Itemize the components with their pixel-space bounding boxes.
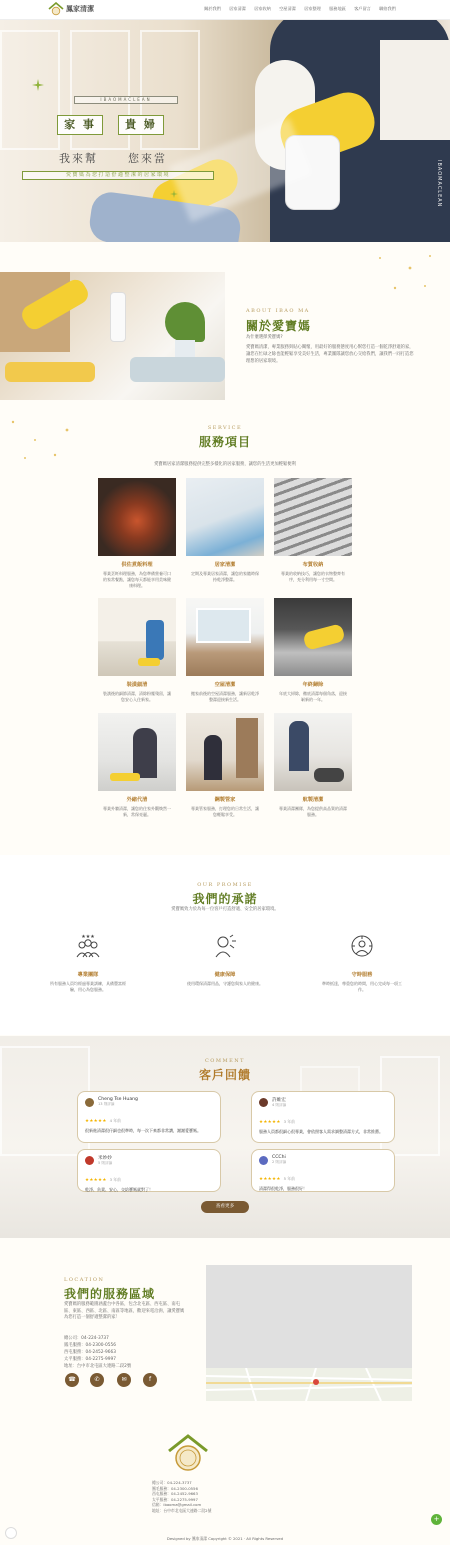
more-reviews-button[interactable]: 查看更多 [201, 1201, 249, 1213]
service-title: 年終歸除 [302, 682, 324, 688]
brand-name[interactable]: 鳳家清潔 [66, 5, 94, 13]
nav-area[interactable]: 服務地區 [329, 6, 346, 11]
services-en-label: SERVICE [207, 425, 243, 431]
location-contacts [64, 1335, 131, 1370]
team-icon [75, 933, 101, 959]
review-text: 乾淨、負責、安心，交給寶媽就對了！ [85, 1187, 153, 1192]
review-age: 4 年前 [109, 1118, 121, 1123]
review-card[interactable] [251, 1149, 395, 1192]
rating-stars: ★★★★★ [85, 1178, 107, 1183]
nav-storage[interactable]: 居家收納 [254, 6, 271, 11]
hero-pill-lady: 貴 婦 [118, 115, 164, 135]
service-title: 居家清潔 [214, 562, 236, 568]
facebook-icon[interactable]: f [143, 1373, 157, 1387]
service-desc: 定期及專業居家清潔，讓您的家隨時保持乾淨整潔。 [191, 571, 259, 582]
promise-en-label: OUR PROMISE [197, 882, 253, 888]
review-count: 13 則評論 [98, 1102, 115, 1106]
service-card[interactable] [274, 713, 352, 818]
service-card[interactable] [186, 713, 264, 818]
service-card[interactable] [98, 598, 176, 703]
review-age: 3 年前 [109, 1177, 121, 1182]
hero-vertical-text: IBAOMACLEAN [436, 160, 442, 208]
footer-line: 信箱：ibaoma@gmail.com [152, 1502, 202, 1508]
footer-line: 鳳毛服務：04-2300-0556 [152, 1485, 198, 1491]
map-streets[interactable] [206, 1368, 412, 1401]
hero-brand-bar: IBAOMACLEAN [74, 96, 178, 104]
service-title: 外縮代清 [126, 797, 148, 803]
review-count: 5 則評論 [98, 1161, 113, 1165]
contact-line: 地址：台中市北屯區大連路二段2號 [64, 1364, 132, 1369]
review-card[interactable] [77, 1149, 221, 1192]
avatar [259, 1098, 268, 1107]
service-photo [186, 713, 264, 791]
review-age: 3 年前 [283, 1119, 295, 1124]
review-text: 很新進清潔很仔細也很準時，每一次下來都非常讚，謝謝愛寶媽。 [85, 1128, 201, 1133]
contact-line: 鳳毛服務：04-2300-0556 [64, 1343, 116, 1348]
mail-icon[interactable]: ✉ [117, 1373, 131, 1387]
footer-logo-icon [166, 1433, 210, 1473]
services-title: 服務項目 [198, 435, 251, 449]
service-photo [186, 478, 264, 556]
service-photo [98, 478, 176, 556]
service-desc: 專業烹飪料理服務，為您準備營養可口的家常餐點，讓您每天都能享用美味健康料理。 [103, 571, 171, 588]
promise-item [48, 933, 128, 993]
promise-desc: 使用環保清潔用品，守護您與家人的健康。 [187, 981, 263, 986]
service-title: 供佐煮飯料理 [121, 562, 153, 568]
service-title: 空屋清潔 [214, 682, 236, 688]
footer-contacts [152, 1480, 211, 1514]
review-text: 清潔得很乾淨，服務很好！ [259, 1186, 307, 1191]
contact-line: 西屯服務：04-2452-9663 [64, 1350, 116, 1355]
hero-sub-help: 我來幫 [59, 152, 98, 165]
avatar [85, 1098, 94, 1107]
main-nav [200, 6, 400, 12]
services-intro: 愛寶媽居家清潔服務提供完整多樣化的居家服務，讓您的生活更加輕鬆便利 [154, 462, 296, 467]
service-photo [274, 478, 352, 556]
svg-text:★★★: ★★★ [81, 934, 95, 940]
comments-en-label: COMMENT [204, 1058, 246, 1064]
nav-about[interactable]: 關於我們 [204, 6, 221, 11]
service-desc: 專業清潔團隊，為您提供高品質的清潔服務。 [279, 806, 347, 817]
service-photo [274, 713, 352, 791]
hero-pill-chores: 家 事 [57, 115, 103, 135]
service-title: 航製清潔 [302, 797, 324, 803]
nav-empty-house[interactable]: 空屋清潔 [279, 6, 296, 11]
promise-desc: 準時抵達，尊重您的時間，用心完成每一項工作。 [322, 981, 402, 992]
avatar [85, 1156, 94, 1165]
service-card[interactable] [274, 598, 352, 703]
service-photo [98, 598, 176, 676]
copyright: Designed by 鳳家清潔 Copyright © 2021 · All Rights Reserved [166, 1536, 284, 1541]
service-card[interactable] [98, 713, 176, 818]
promise-item [322, 933, 402, 993]
service-card[interactable] [98, 478, 176, 589]
service-title: 鋼製管家 [214, 797, 236, 803]
review-card[interactable] [77, 1091, 221, 1143]
footer-line: 地址：台中市北屯區大連路二段2號 [152, 1507, 212, 1513]
location-title: 我們的服務區域 [64, 1287, 156, 1301]
rating-stars: ★★★★★ [259, 1120, 281, 1125]
service-photo [186, 598, 264, 676]
sparkle-cluster-icon [370, 248, 440, 298]
promise-desc: 所有服務人員均經過專業訓練，具備豐富經驗，用心為您服務。 [50, 981, 126, 992]
reviewer-name: 米妙妙 [98, 1156, 112, 1161]
site-footer [0, 1428, 450, 1545]
service-desc: 專業的收納技巧，讓您的衣物整齊有序，充分利用每一寸空間。 [281, 571, 345, 582]
review-card[interactable] [251, 1091, 395, 1143]
service-desc: 專業外牆清潔，讓您的住家外觀煥然一新，常保亮麗。 [103, 806, 171, 817]
scroll-top-icon[interactable] [5, 1527, 17, 1539]
health-icon [212, 933, 238, 959]
phone-icon[interactable]: ☎ [65, 1373, 79, 1387]
about-en-label: ABOUT IBAO MA [246, 308, 310, 314]
logo-house-icon[interactable] [48, 2, 64, 16]
service-card[interactable] [274, 478, 352, 583]
clock-person-icon [349, 933, 375, 959]
promise-title: 健康保障 [214, 972, 236, 978]
line-icon[interactable]: ✆ [90, 1373, 104, 1387]
service-photo [274, 598, 352, 676]
footer-line: 太平服務：04-2275-9997 [152, 1496, 198, 1502]
promise-item [185, 933, 265, 987]
promise-title: 專業團隊 [77, 972, 99, 978]
service-desc: 裝潢後的細節清潔，清除粉塵殘留，讓您安心入住新家。 [103, 691, 171, 702]
service-card[interactable] [186, 598, 264, 703]
service-title: 布質收納 [302, 562, 324, 568]
contact-line: 太平服務：04-2275-9997 [64, 1357, 116, 1362]
about-body: 愛寶媽清潔，專業服務與貼心關懷，用最好的服務態度用心幫您打造一個乾淨舒適的家，讓您在忙碌之餘也能輕鬆享受美好生活，專業團隊讓您放心交給我們，讓我們一同打造您理想的居家環境。 [246, 345, 414, 364]
sparkle-icon [32, 79, 44, 91]
about-photo [0, 272, 225, 400]
review-count: 4 則評論 [272, 1103, 287, 1107]
about-title: 關於愛寶媽 [246, 319, 312, 333]
reviewer-name: Cheng Tse Huang [98, 1097, 138, 1102]
reviewer-name: 許維宏 [272, 1098, 286, 1103]
service-photo [98, 713, 176, 791]
reviewer-name: CCChi [272, 1155, 286, 1160]
sparkle-icon [170, 190, 178, 198]
promise-title: 我們的承諾 [192, 892, 258, 906]
nav-home-cleaning[interactable]: 居家清潔 [229, 6, 246, 11]
nav-organize[interactable]: 居家整理 [304, 6, 321, 11]
location-en-label: LOCATION [64, 1277, 105, 1283]
footer-line: 總公司：04-224-3737 [152, 1480, 192, 1485]
review-count: 2 則評論 [272, 1160, 287, 1164]
footer-line: 西屯服務：04-2452-9663 [152, 1491, 198, 1497]
rating-stars: ★★★★★ [85, 1119, 107, 1124]
nav-comments[interactable]: 客戶留言 [354, 6, 371, 11]
hero-tagline: 愛寶媽為您打造舒適整潔的居家環境 [22, 171, 214, 180]
avatar [259, 1156, 268, 1165]
review-text: 服務人員都很細心很專業，會依照客人需求調整清潔方式，非常推薦。 [259, 1129, 383, 1134]
service-desc: 年底大掃除，徹底清潔每個角落，迎接嶄新的一年。 [279, 691, 347, 702]
service-card[interactable] [186, 478, 264, 583]
about-question: 為什麼選擇愛寶媽? [246, 335, 283, 340]
review-age: 5 年前 [283, 1176, 295, 1181]
location-desc: 愛寶媽的服務範圍涵蓋台中各區，包含北屯區、西屯區、南屯區、東區、西區、北區、南區等地區，歡迎來電洽詢，讓愛寶媽為您打造一個舒適整潔的家！ [64, 1302, 185, 1320]
promise-intro: 愛寶媽致力於為每一位客戶打造舒適、安全的居家環境。 [171, 907, 279, 912]
rating-stars: ★★★★★ [259, 1177, 281, 1182]
plus-icon[interactable]: + [431, 1514, 442, 1525]
hero-sub-enjoy: 您來當 [128, 152, 167, 165]
service-desc: 搬家前後的空屋清潔服務，讓新居乾淨整潔迎接新生活。 [191, 691, 259, 702]
service-desc: 專業管家服務，打理您的日常生活，讓您輕鬆享受。 [191, 806, 259, 817]
promise-title: 守時服務 [351, 972, 373, 978]
nav-contact[interactable]: 聯絡我們 [379, 6, 396, 11]
service-title: 裝潢細清 [126, 682, 148, 688]
contact-line: 總公司：04-224-3737 [64, 1336, 109, 1341]
comments-title: 客戶回饋 [198, 1068, 251, 1082]
